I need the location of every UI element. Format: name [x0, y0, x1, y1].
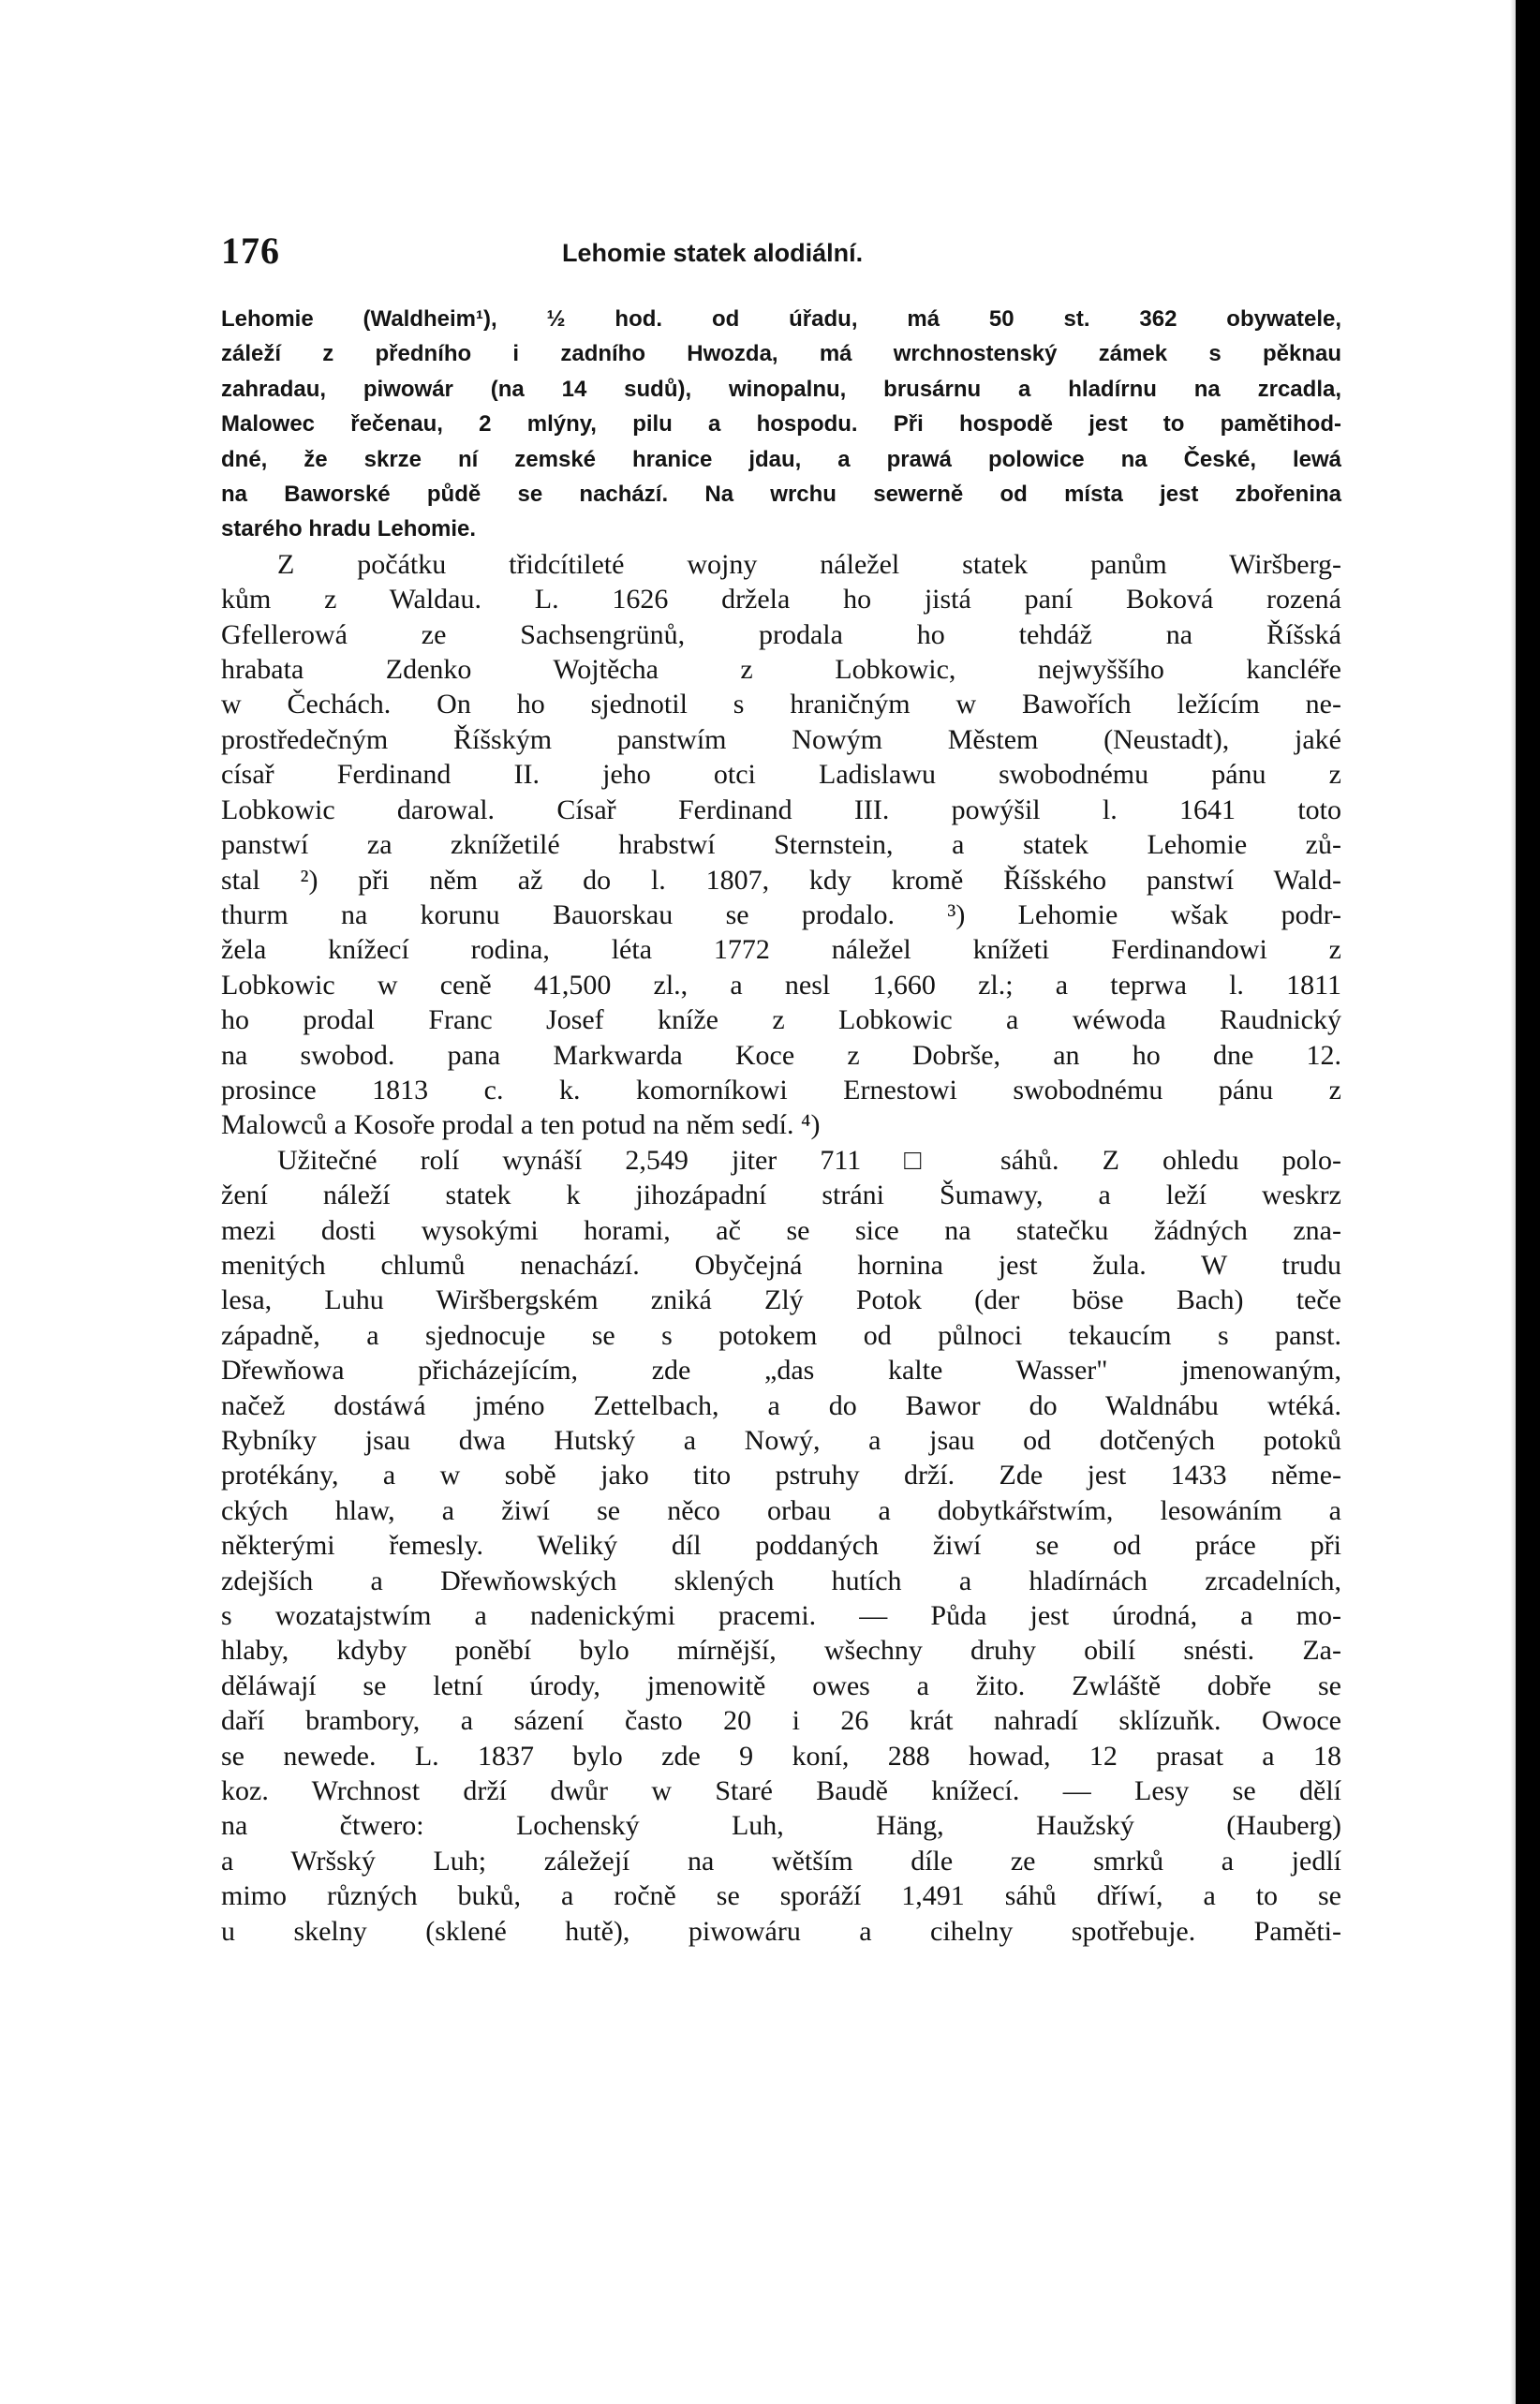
text-line: se newede. L. 1837 bylo zde 9 koní, 288 howad, 12 prasat a 18: [221, 1740, 1341, 1772]
text-line: ho prodal Franc Josef kníže z Lobkowic a wéwoda Raudnický: [221, 1004, 1341, 1036]
text-line: menitých chlumů nenachází. Obyčejná hornina jest žula. W trudu: [221, 1249, 1341, 1281]
text-line: starého hradu Lehomie.: [221, 516, 477, 542]
text-line: hrabata Zdenko Wojtěcha z Lobkowic, nejwyššího kancléře: [221, 654, 1341, 686]
text-line: Lobkowic darowal. Císař Ferdinand III. powýšil l. 1641 toto: [221, 794, 1341, 825]
page-number: 176: [221, 230, 280, 272]
text-line: koz. Wrchnost drží dwůr w Staré Baudě knížecí. — Lesy se dělí: [221, 1775, 1341, 1807]
text-line: mezi dosti wysokými horami, ač se sice na statečku žádných zna-: [221, 1214, 1341, 1246]
body-text: [221, 302, 1341, 2110]
text-line: Dřewňowa přicházejícím, zde „das kalte Wasser" jmenowaným,: [221, 1355, 1341, 1387]
text-line: Z počátku třidcítileté wojny náležel statek panům Wiršberg-: [277, 548, 1341, 580]
text-line: některými řemesly. Weliký díl poddaných žiwí se od práce při: [221, 1530, 1341, 1562]
text-line: západně, a sjednocuje se s potokem od půlnoci tekaucím s panst.: [221, 1319, 1341, 1351]
text-line: Gfellerowá ze Sachsengrünů, prodala ho tehdáž na Říšská: [221, 618, 1341, 650]
text-line: protékány, a w sobě jako tito pstruhy drží. Zde jest 1433 něme-: [221, 1460, 1341, 1491]
text-line: Lehomie (Waldheim¹), ½ hod. od úřadu, má 50 st. 362 obywatele,: [221, 306, 1341, 332]
text-line: s wozatajstwím a nadenickými pracemi. — Půda jest úrodná, a mo-: [221, 1600, 1341, 1632]
text-line: kům z Waldau. L. 1626 držela ho jistá paní Boková rozená: [221, 584, 1341, 616]
text-line: žení náleží statek k jihozápadní stráni Šumawy, a leží weskrz: [221, 1180, 1341, 1211]
text-line: lesa, Luhu Wiršbergském zniká Zlý Potok (der böse Bach) teče: [221, 1284, 1341, 1316]
text-line: prosince 1813 c. k. komorníkowi Ernestowi swobodnému pánu z: [221, 1074, 1341, 1106]
text-line: zahradau, piwowár (na 14 sudů), winopalnu, brusárnu a hladírnu na zrcadla,: [221, 376, 1341, 402]
running-title: Lehomie statek alodiální.: [562, 239, 864, 267]
text-line: Malowců a Kosoře prodal a ten potud na něm sedí. ⁴): [221, 1109, 821, 1141]
text-line: dné, že skrze ní zemské hranice jdau, a prawá polowice na České, lewá: [221, 446, 1341, 472]
text-line: u skelny (sklené hutě), piwowáru a cihelny spotřebuje. Paměti-: [221, 1915, 1341, 1947]
text-line: Rybníky jsau dwa Hutský a Nowý, a jsau od dotčených potoků: [221, 1425, 1341, 1456]
text-line: děláwají se letní úrody, jmenowitě owes a žito. Zwláště dobře se: [221, 1669, 1341, 1701]
text-line: Užitečné rolí wynáší 2,549 jiter 711 □ sáhů. Z ohledu polo-: [277, 1144, 1341, 1176]
text-line: na Baworské půdě se nachází. Na wrchu sewerně od místa jest zbořenina: [221, 482, 1341, 508]
text-line: mimo různých buků, a ročně se sporáží 1,491 sáhů dříwí, a to se: [221, 1880, 1341, 1912]
text-line: w Čechách. On ho sjednotil s hraničným w Bawořích ležícím ne-: [221, 689, 1341, 720]
text-line: thurm na korunu Bauorskau se prodalo. ³) Lehomie wšak podr-: [221, 898, 1341, 930]
text-line: panstwí za zknížetilé hrabstwí Sternstein, a statek Lehomie zů-: [221, 829, 1341, 861]
text-line: zdejších a Dřewňowských sklených hutích a hladírnách zrcadelních,: [221, 1565, 1341, 1596]
text-line: daří brambory, a sázení často 20 i 26 krát nahradí sklízuňk. Owoce: [221, 1705, 1341, 1737]
text-line: stal ²) při něm až do l. 1807, kdy kromě Říšského panstwí Wald-: [221, 864, 1341, 896]
text-line: na swobod. pana Markwarda Koce z Dobrše, an ho dne 12.: [221, 1039, 1341, 1071]
page-header: [221, 223, 1341, 279]
text-line: hlaby, kdyby poněbí bylo mírnější, wšechny druhy obilí snésti. Za-: [221, 1635, 1341, 1667]
text-line: císař Ferdinand II. jeho otci Ladislawu swobodnému pánu z: [221, 759, 1341, 791]
text-line: záleží z předního i zadního Hwozda, má wrchnostenský zámek s pěknau: [221, 341, 1341, 367]
text-line: prostředečným Říšským panstwím Nowým Městem (Neustadt), jaké: [221, 723, 1341, 755]
text-line: žela knížecí rodina, léta 1772 náležel knížeti Ferdinandowi z: [221, 934, 1341, 966]
text-line: Malowec řečenau, 2 mlýny, pilu a hospodu. Při hospodě jest to pamětihod-: [221, 411, 1341, 438]
page-edge: [1516, 0, 1540, 2404]
text-line: a Wršský Luh; záležejí na wětším díle ze smrků a jedlí: [221, 1845, 1341, 1877]
text-line: ckých hlaw, a žiwí se něco orbau a dobytkářstwím, lesowáním a: [221, 1494, 1341, 1526]
text-line: načež dostáwá jméno Zettelbach, a do Bawor do Waldnábu wtéká.: [221, 1389, 1341, 1421]
text-line: Lobkowic w ceně 41,500 zl., a nesl 1,660 zl.; a teprwa l. 1811: [221, 969, 1341, 1001]
text-line: na čtwero: Lochenský Luh, Häng, Haužský (Hauberg): [221, 1810, 1341, 1842]
